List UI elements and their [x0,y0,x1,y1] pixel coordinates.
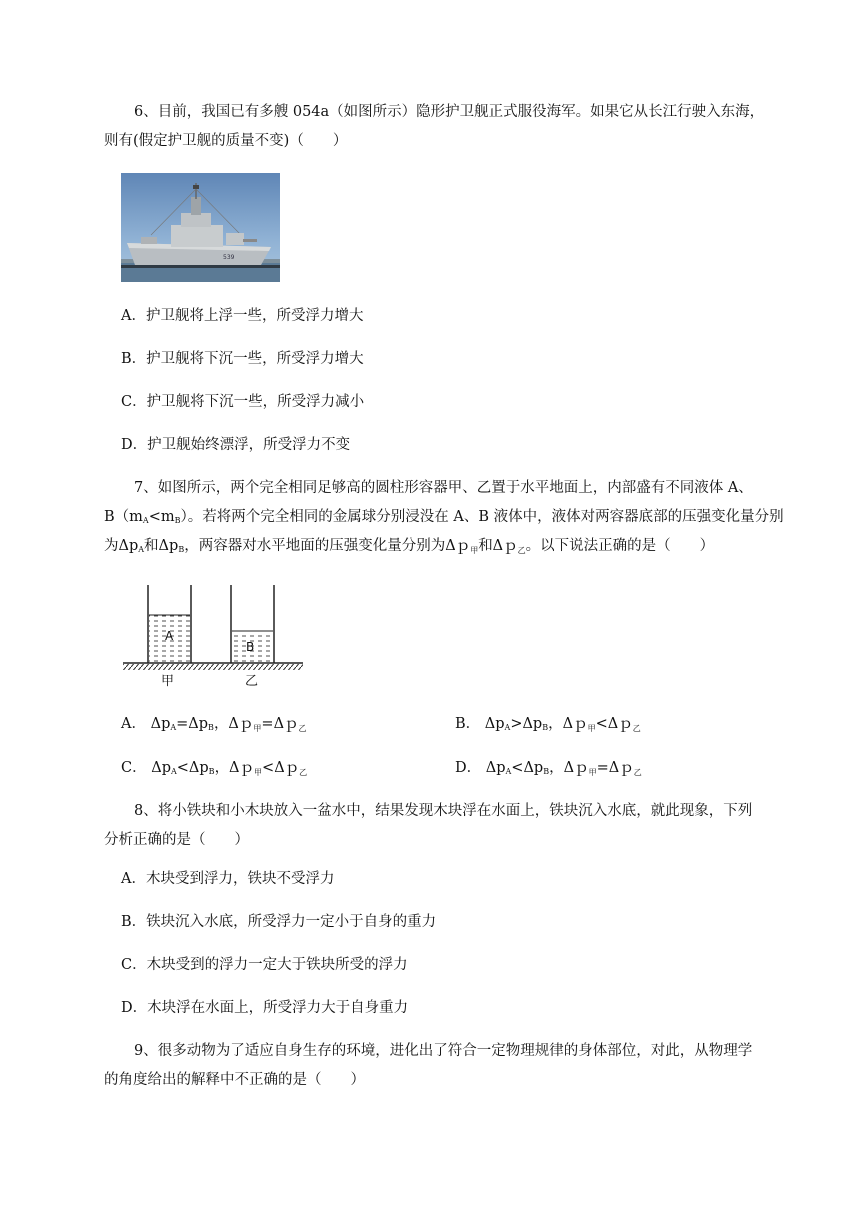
stem-text: 为Δp [104,538,139,554]
subscript: 甲 [470,546,479,555]
hull-number: 539 [223,254,235,261]
stem-text: ，两容器对水平地面的压强变化量分别为Δｐ [184,538,471,554]
stem-text: 将小铁块和小木块放入一盆水中，结果发现木块浮在水面上，铁块沉入水底，就此现象，下列 [157,803,753,819]
question-number: 7、 [134,480,158,496]
q8-option-c: C．木块受到的浮力一定大于铁块所受的浮力 [121,957,408,973]
option-text: =Δｐ [596,760,634,776]
subscript: 甲 [588,768,597,777]
stem-text: ）。若将两个完全相同的金属球分别浸没在 A、B 液体中，液体对两容器底部的压强变化量分别 [180,509,784,525]
option-text: Δp [484,716,505,732]
question-7-stem-line2 [104,503,814,535]
subscript: B [178,545,185,554]
stem-text: <m [148,509,175,525]
option-text: Δp [485,760,506,776]
q7-option-d [455,758,642,783]
option-text: =Δｐ [261,716,299,732]
container-jia-label: 甲 [161,674,175,689]
subscript: 乙 [299,768,308,777]
subscript: 甲 [587,724,596,733]
stem-text: B（m [104,509,143,525]
question-9-stem-cont [104,1066,814,1095]
q6-option-c: C．护卫舰将下沉一些，所受浮力减小 [121,394,365,410]
option-letter: A． [121,716,146,732]
stem-text: 分析正确的是（ ） [104,832,249,848]
liquid-a-label: A [165,629,174,643]
q7-option-b [455,714,641,739]
option-text: <Δｐ [595,716,633,732]
option-text: ，Δｐ [213,716,254,732]
subscript: B [174,516,181,525]
option-text: =Δp [176,716,209,732]
stem-text: 的角度给出的解释中不正确的是（ ） [104,1072,365,1088]
subscript: A [170,723,177,732]
subscript: B [208,767,215,776]
option-letter: B． [455,716,481,732]
option-text: <Δp [511,760,544,776]
q7-option-a [121,714,307,739]
q8-option-b: B．铁块沉入水底，所受浮力一定小于自身的重力 [121,914,437,930]
container-yi-label: 乙 [245,674,259,689]
subscript: 甲 [253,724,262,733]
option-text: <Δp [176,760,209,776]
stem-text: 和Δp [144,538,179,554]
option-text: ，Δｐ [214,760,255,776]
q6-option-d: D．护卫舰始终漂浮，所受浮力不变 [121,437,351,453]
question-7-stem [104,474,814,503]
question-number: 9、 [134,1043,158,1059]
subscript: B [543,767,550,776]
question-8-stem [104,797,814,826]
subscript: B [208,723,214,732]
subscript: A [504,723,511,732]
question-number: 8、 [134,803,158,819]
stem-text: 。以下说法正确的是（ ） [525,538,715,554]
subscript: B [542,723,549,732]
q8-option-d: D．木块浮在水面上，所受浮力大于自身重力 [121,1000,409,1016]
subscript: A [505,767,512,776]
question-number: 6、 [134,104,158,120]
stem-text: 则有(假定护卫舰的质量不变)（ ） [104,133,348,149]
q8-option-a: A．木块受到浮力，铁块不受浮力 [121,871,335,887]
stem-text: 目前，我国已有多艘 054a（如图所示）隐形护卫舰正式服役海军。如果它从长江行驶入东海， [157,104,765,120]
q6-option-a: A．护卫舰将上浮一些，所受浮力增大 [121,308,364,324]
subscript: A [138,545,145,554]
subscript: 乙 [632,724,641,733]
subscript: 乙 [633,768,642,777]
container-diagram [121,583,307,689]
option-text: ，Δｐ [548,716,588,732]
q6-option-b: B．护卫舰将下沉一些，所受浮力增大 [121,351,364,367]
stem-text: 如图所示，两个完全相同足够高的圆柱形容器甲、乙置于水平地面上，内部盛有不同液体 A、 [157,480,753,496]
question-6-stem [104,98,814,127]
liquid-b-label: B [246,640,255,654]
stem-text: 很多动物为了适应自身生存的环境，进化出了符合一定物理规律的身体部位，对此，从物理学 [157,1043,753,1059]
option-text: ，Δｐ [549,760,589,776]
option-text: Δp [150,716,171,732]
stem-text: 和Δｐ [478,538,518,554]
question-9-stem [104,1037,814,1066]
frigate-photo [121,173,280,282]
question-8-stem-cont [104,826,814,855]
subscript: 甲 [254,768,263,777]
option-text: <Δｐ [262,760,300,776]
q7-option-c [121,758,307,783]
option-letter: D． [455,760,482,776]
subscript: 乙 [517,546,526,555]
question-6-stem-cont [104,127,814,156]
option-text: >Δp [510,716,543,732]
subscript: A [170,767,177,776]
option-letter: C． [121,760,147,776]
question-7-stem-line3 [104,532,814,565]
subscript: 乙 [298,724,307,733]
option-text: Δp [151,760,171,776]
subscript: A [142,516,149,525]
